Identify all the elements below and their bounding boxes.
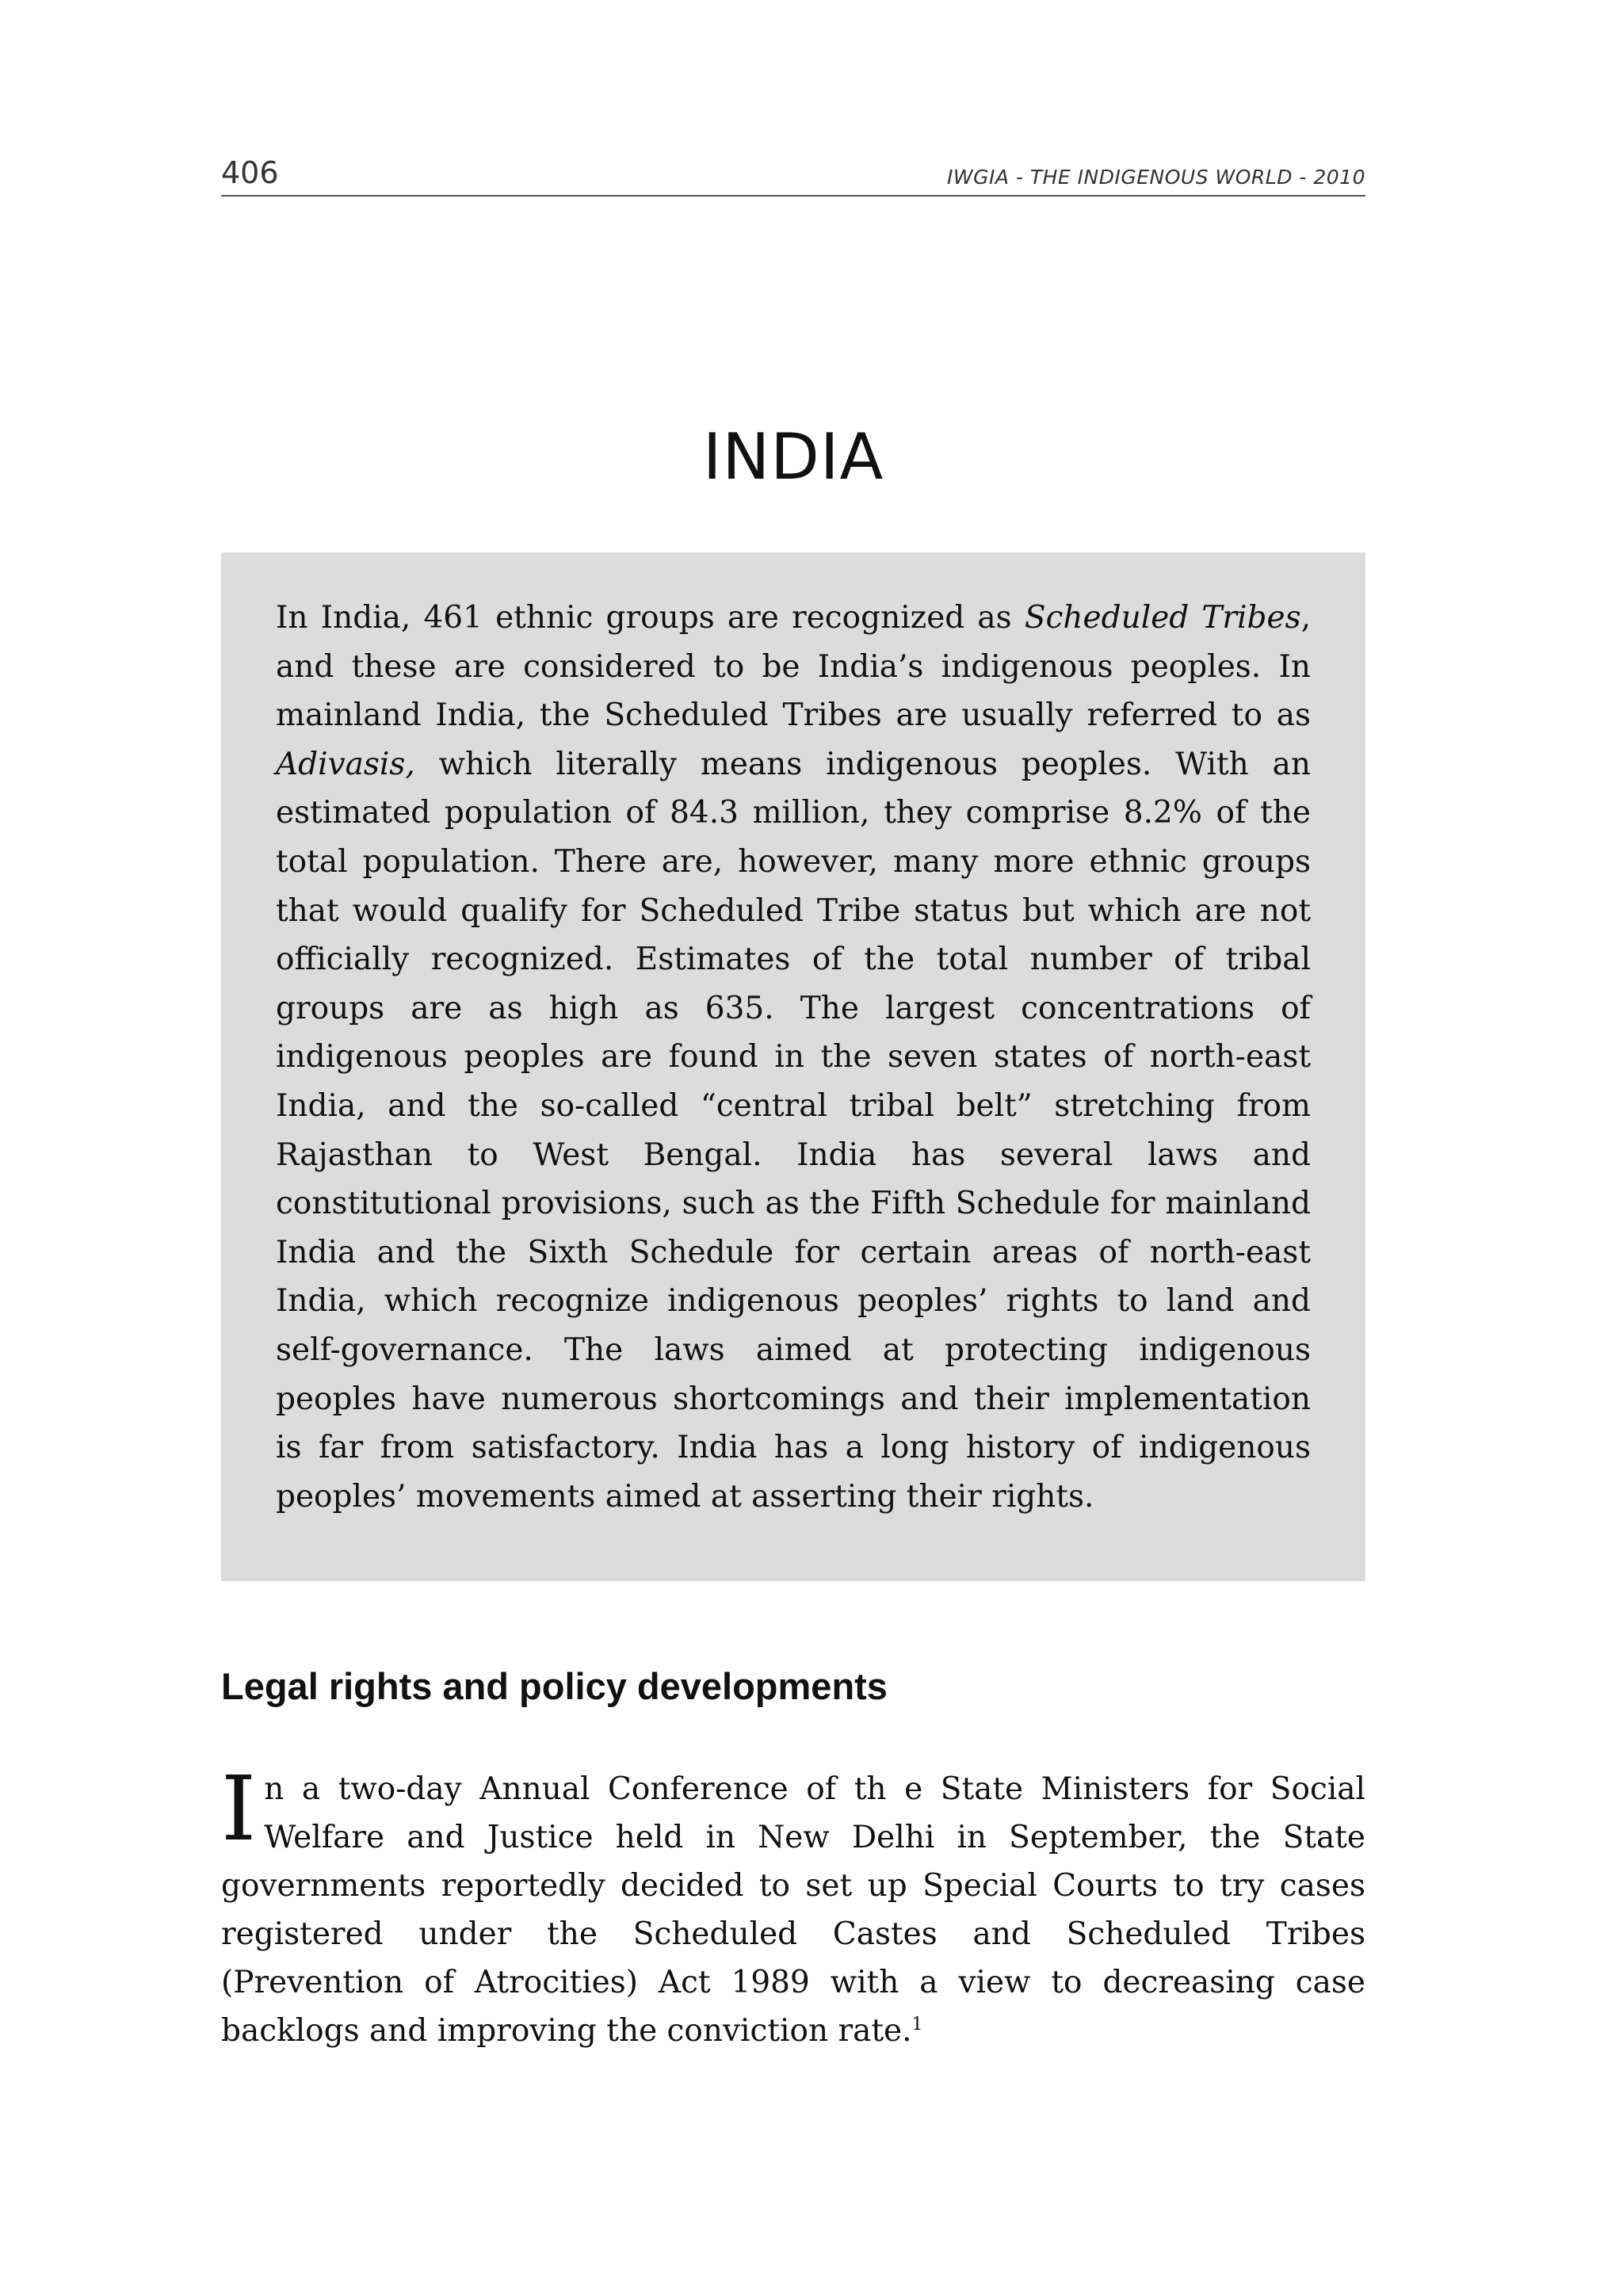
body-paragraph-text: n a two-day Annual Conference of th e State Ministers for Social Welfare and Justice held in New Delhi in September, the State governments reportedly decided to set up Special Courts to try cases registered under the Scheduled Castes and Scheduled Tribes (Prevention of Atrocities) Act 1989 with a view to decreasing case backlogs and improving the conviction rate. (221, 1771, 1365, 2049)
chapter-title: INDIA (702, 420, 884, 494)
section-heading: Legal rights and policy developments (221, 1665, 888, 1707)
body-paragraph (221, 1758, 1365, 2055)
page-number: 406 (221, 155, 279, 190)
summary-text-part-1: In India, 461 ethnic groups are recognized as (276, 600, 1025, 636)
summary-italic-scheduled-tribes: Scheduled Tribes (1024, 600, 1301, 636)
page-header (221, 155, 1365, 197)
footnote-reference[interactable]: 1 (911, 2015, 923, 2034)
summary-paragraph (276, 594, 1311, 1521)
summary-text-part-2: , and these are considered to be India’s indigenous peoples. In mainland India, the Scheduled Tribes are usually referred to as (276, 600, 1311, 734)
drop-cap: I (221, 1758, 257, 1861)
running-title: IWGIA - THE INDIGENOUS WORLD - 2010 (946, 166, 1365, 189)
summary-italic-adivasis: Adivasis, (276, 746, 415, 782)
summary-text-part-3: which literally means indigenous peoples. With an estimated population of 84.3 million, they comprise 8.2% of the total population. There are, however, many more ethnic groups that would qualify for Scheduled Tribe status but which are not officially recognized. Estimates of the total number of tribal groups are as high as 635. The largest concentrations of indigenous peoples are found in the seven states of north-east India, and the so-called “central tribal belt” stretching from Rajasthan to West Bengal. India has several laws and constitutional provisions, such as the Fifth Schedule for mainland India and the Sixth Schedule for certain areas of north-east India, which recognize indigenous peoples’ rights to land and self-governance. The laws aimed at protecting indigenous peoples have numerous shortcomings and their implementation is far from satisfactory. India has a long history of indigenous peoples’ movements aimed at asserting their rights. (276, 746, 1311, 1515)
summary-box (221, 552, 1365, 1581)
